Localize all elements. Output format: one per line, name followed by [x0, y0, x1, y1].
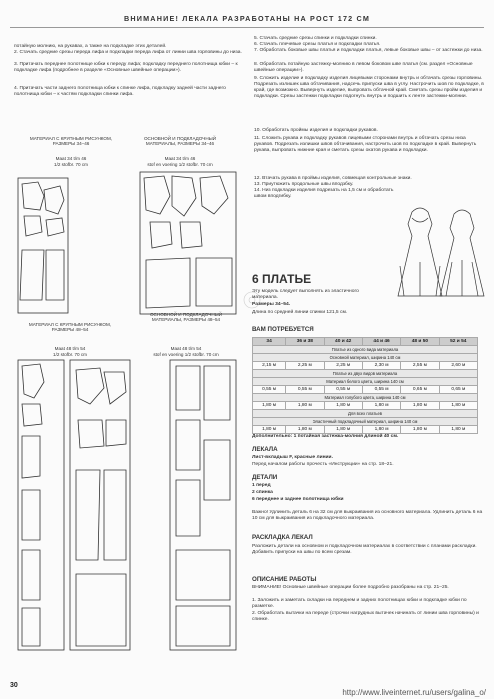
warning-text: Важно! Удлинить деталь 6 на 32 см для выкраивания из основного материала. Удлинить деталь 6 на 10 см для выкраивания из подкладочного материала. [252, 510, 483, 522]
panel-label-bottom-left: МАТЕРИАЛ С КРУПНЫМ РИСУНКОМ, РАЗМЕРЫ 48–54 [28, 322, 112, 333]
table-cell: 1,80 м [362, 426, 400, 434]
table-cell: 1,80 м [401, 426, 439, 434]
dress-title: 6 ПЛАТЬЕ [252, 272, 312, 286]
left-text-3: 3. Притачать переднее полотнище юбки к переду лифа; подкладку переднего полотнища юбки – к подкладке лифа (подробнее в разделе «Основные швейные операции»). [14, 62, 238, 74]
dress-intro: Эту модель следует выполнять из эластичного материала. [252, 289, 359, 301]
right-text-11: 11. Сложить рукава и подкладку рукавов лицевыми сторонами внутрь и обтачать срезы низа рукавов. Подрезать излишки швов обтачивания, настрочить шов по подкладке в край. Вывернуть рукава, выпровать нижние края и сметать срезы окатов рукава и подкладки. [254, 136, 477, 154]
table-cell: 1,80 м [324, 402, 362, 410]
layout-title: РАСКЛАДКА ЛЕКАЛ [252, 534, 313, 541]
dress-sizes: Размеры 34–54. [252, 302, 291, 307]
table-header-row [253, 338, 478, 346]
table-subheader-cell: Платье из одного вида материала [253, 346, 478, 354]
detail-item: 1 перед [252, 483, 271, 488]
scale-top-right-b: stof en voering 1/2 stofbr. 70 cm [147, 162, 213, 167]
left-text-1: потайную молнию, на рукавах, а также на подкладке этих деталей. [14, 44, 167, 49]
table-cell: 1,80 м [253, 426, 286, 434]
table-cell: 2,60 м [439, 362, 477, 370]
scale-top-left-b: 1/2 stofbr. 70 cm [54, 162, 88, 167]
table-header-cell: 36 и 38 [286, 338, 324, 346]
table-header-cell: 48 и 50 [401, 338, 439, 346]
layout-panel-bottom-right [170, 360, 236, 650]
table-row [253, 394, 478, 402]
table-row [253, 386, 478, 394]
table-subheader-cell: Платье из двух видов материала [253, 370, 478, 378]
table-row [253, 378, 478, 386]
table-row [253, 410, 478, 418]
panel-label-bottom-right: ОСНОВНОЙ И ПОДКЛАДОЧНЫЙ МАТЕРИАЛЫ, РАЗМЕРЫ 48–54 [149, 312, 222, 323]
table-cell: 1,80 м [401, 402, 439, 410]
table-cell: 2,55 м [401, 362, 439, 370]
right-text-7: 7. Обработать боковые швы платья и подкладки платья, левые боковые швы – от застежки до низа. [254, 48, 483, 53]
layout-panel-bottom-left [18, 360, 64, 650]
table-cell: 1,80 м [253, 402, 286, 410]
table-row [253, 370, 478, 378]
table-header-cell: 44 и 46 [362, 338, 400, 346]
table-row [253, 426, 478, 434]
work-text-2: 1. Заложить и заметать складки на переднем и задних полотнищах юбки и подкладке юбки по разметке. [252, 598, 467, 610]
dress-sketches [398, 208, 484, 296]
table-header-cell: 40 и 42 [324, 338, 362, 346]
table-cell: 0,55 м [324, 386, 362, 394]
page-header: ВНИМАНИЕ! ЛЕКАЛА РАЗРАБОТАНЫ НА РОСТ 172 СМ [123, 14, 371, 23]
table-cell: 2,25 м [324, 362, 362, 370]
detail-item: 6 переднее и заднее полотнища юбки [252, 497, 344, 502]
table-cell: 1,80 м [362, 402, 400, 410]
table-subheader-cell: Для всех платьев [253, 410, 478, 418]
table-cell: 1,80 м [439, 402, 477, 410]
table-row [253, 418, 478, 426]
table-cell: 2,30 м [362, 362, 400, 370]
right-text-10: 10. Обработать проймы изделия и подкладки рукавов. [254, 128, 378, 133]
right-text-13: 13. Приутюжить продольные швы вподзбку. [254, 182, 354, 187]
scale-bottom-right-a: Maat 48 t/m 54 [170, 346, 202, 351]
table-cell: 1,80 м [286, 402, 324, 410]
need-title: ВАМ ПОТРЕБУЕТСЯ [252, 326, 314, 333]
details-title: ДЕТАЛИ [252, 474, 278, 481]
table-row [253, 346, 478, 354]
right-text-9: 9. Сложить изделие и подкладку изделия лицевыми сторонами внутрь и обтачать срезы горловины. Подрезать излишек шва обтачивания, надсечь припуски шва в углу. Настрочить шов по подкладке, в край, где возможно. Вывернуть изделие, выпровать обтачной край. Сметать срезы пройм изделия и подкладки. Срезы застежки подкладки подогнуть внутрь и подшить к ленте застежки-молнии. [254, 76, 484, 100]
scale-bottom-right-b: stof en voering 1/2 stofbr. 70 cm [153, 352, 219, 357]
table-cell: 0,65 м [401, 386, 439, 394]
scale-bottom-left-a: Maat 48 t/m 54 [54, 346, 86, 351]
scale-top-left-a: Maat 34 t/m 46 [55, 156, 87, 161]
table-cell: 2,15 м [253, 362, 286, 370]
table-row [253, 362, 478, 370]
scale-bottom-left-b: 1/2 stofbr. 70 cm [53, 352, 87, 357]
lekala-title: ЛЕКАЛА [252, 446, 278, 453]
work-title: ОПИСАНИЕ РАБОТЫ [252, 576, 317, 583]
table-subheader-cell: Материал белого цвета, ширина 140 см [253, 378, 478, 386]
table-cell: 1,80 м [439, 426, 477, 434]
work-text-3: 2. Обработать вытачки на переде (строчки нагрудных вытачек начинать от линии шва горловины) и спинке. [252, 611, 479, 623]
materials-table [252, 337, 478, 434]
right-text-12: 12. Втачать рукава в проймы изделия, совмещая контрольные знаки. [254, 176, 412, 181]
right-text-6: 6. Стачать плечевые срезы платья и подкладки платья. [254, 42, 381, 47]
extra-note: Дополнительно: 1 потайная застежка-молния длиной 40 см. [252, 434, 399, 439]
panel-label-top-right: ОСНОВНОЙ И ПОДКЛАДОЧНЫЙ МАТЕРИАЛЫ, РАЗМЕРЫ 34–46 [143, 136, 216, 147]
table-header-cell: 52 и 54 [439, 338, 477, 346]
panel-label-top-left: МАТЕРИАЛ С КРУПНЫМ РИСУНКОМ, РАЗМЕРЫ 34–46 [29, 136, 113, 147]
table-row [253, 402, 478, 410]
table-cell: 0,65 м [439, 386, 477, 394]
right-text-14: 14. Низ подкладки изделия подрезать на 1,5 см и обработать швом вподгибку. [254, 188, 394, 200]
table-subheader-cell: Материал голубого цвета, ширина 140 см [253, 394, 478, 402]
table-cell: 0,55 м [362, 386, 400, 394]
left-text-4: 4. Притачать части заднего полотнища юбки к спинке лифа, подкладку задней части заднего полотнища юбки – к частям подкладки спинки лифа. [14, 86, 226, 98]
layout-panel-top-right [140, 172, 236, 314]
table-cell: 1,80 м [286, 426, 324, 434]
work-text-1: ВНИМАНИЕ! Основные швейные операции более подробно разобраны на стр. 21–25. [252, 585, 449, 590]
lekala-sheet: Лист-вкладыш F, красные линии. [252, 455, 333, 460]
left-text-2: 2. Стачать средние срезы переда лифа и подкладки переда лифа от линии шва горловины до низа. [14, 50, 242, 55]
table-subheader-cell: Основной материал, ширина 140 см [253, 354, 478, 362]
table-row [253, 354, 478, 362]
lekala-instruction: Перед началом работы прочесть «Инструкции» на стр. 18–21. [252, 462, 394, 467]
page-number: 30 [10, 682, 18, 689]
detail-item: 2 спинка [252, 490, 273, 495]
table-subheader-cell: Эластичный подкладочный материал, ширина 140 см [253, 418, 478, 426]
layout-text: Разложить детали на основном и подкладочном материалах в соответствии с планами раскладки. Добавить припуски на швы по всем срезам. [252, 544, 477, 556]
table-cell: 2,25 м [286, 362, 324, 370]
source-url[interactable]: http://www.liveinternet.ru/users/galina_o/ [342, 688, 486, 697]
table-header-cell: 34 [253, 338, 286, 346]
dress-length: Длина по средней линии спинки 121,5 см. [252, 310, 348, 315]
scale-top-right-a: Maat 34 t/m 46 [164, 156, 196, 161]
table-cell: 0,55 м [286, 386, 324, 394]
table-cell: 1,80 м [324, 426, 362, 434]
table-cell: 0,55 м [253, 386, 286, 394]
right-text-8: 8. Обработать потайную застежку-молнию в левом боковом шве платья (см. раздел «Основные швейные операции»). [254, 62, 473, 74]
right-text-5: 5. Стачать средние срезы спинки и подкладки спинки. [254, 36, 377, 41]
